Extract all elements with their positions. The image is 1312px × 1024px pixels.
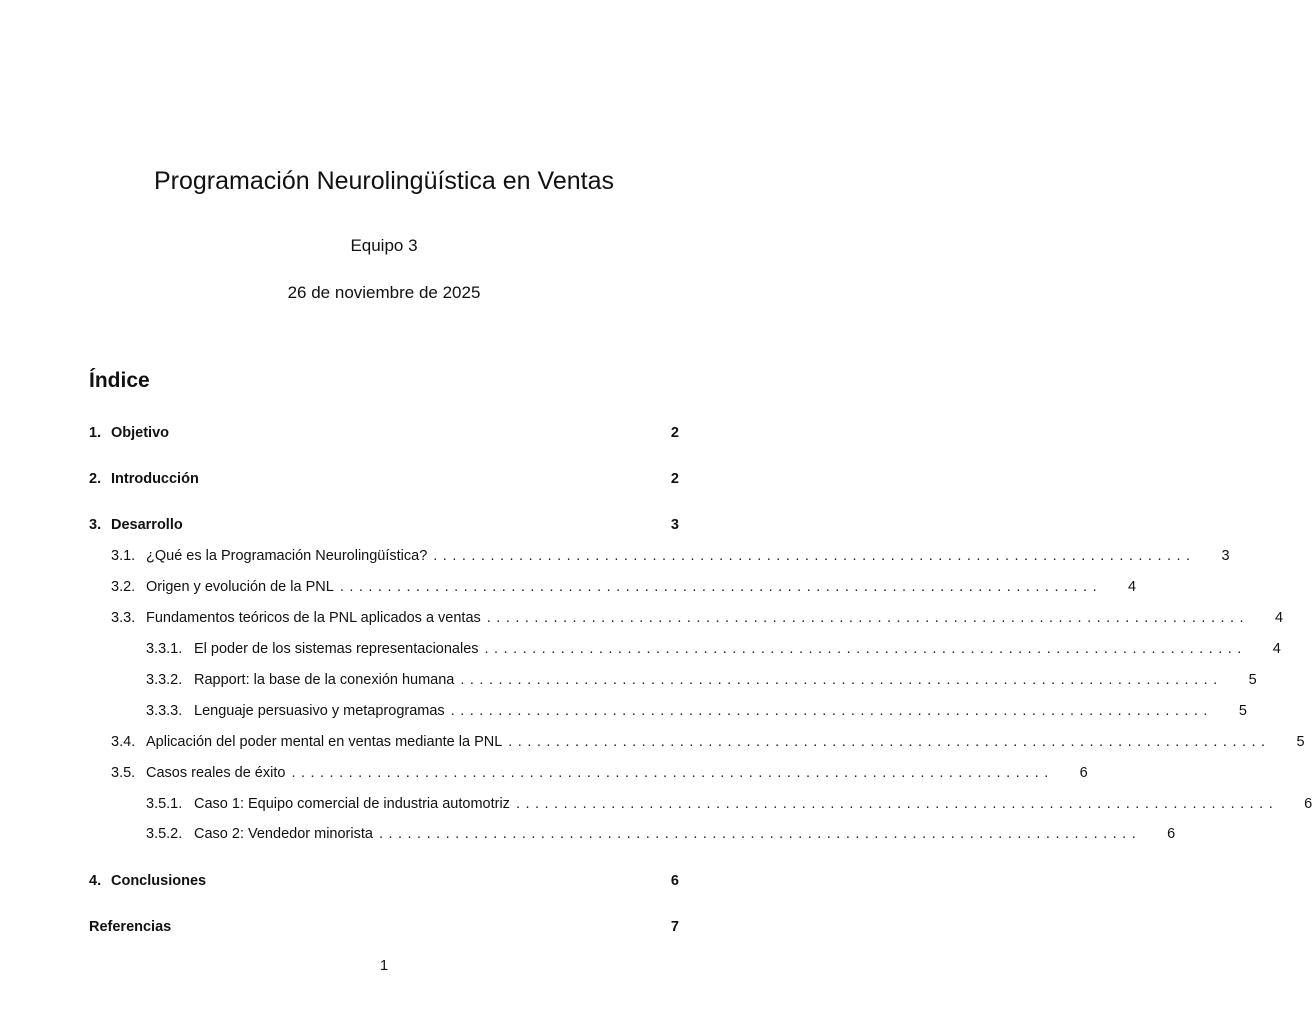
toc-entry-page: 6: [1079, 765, 1088, 781]
toc-entry-label: Rapport: la base de la conexión humana: [194, 672, 455, 688]
toc-entry-page: 3: [670, 517, 679, 533]
toc-entry-page: 2: [670, 425, 679, 441]
toc-entry-label: Caso 1: Equipo comercial de industria automotriz: [194, 796, 510, 812]
toc-entry-number: 3.3.3.: [146, 703, 183, 719]
toc-entry[interactable]: [146, 794, 1312, 814]
toc-entry[interactable]: [89, 917, 679, 937]
page-number: 1: [379, 958, 389, 974]
toc-entry-label: El poder de los sistemas representacionales: [194, 641, 479, 657]
document-title: Programación Neurolingüística en Ventas: [154, 167, 614, 195]
toc-entry[interactable]: [89, 469, 679, 489]
toc-entry-leader-dots: ................................................................................: [378, 826, 1142, 842]
toc-entry-leader-dots: ................................................................................: [291, 765, 1054, 781]
toc-entry[interactable]: [146, 701, 1247, 721]
toc-entry-number: 4.: [89, 873, 102, 889]
toc-entry-page: 4: [1275, 610, 1284, 626]
toc-entry-number: 3.5.2.: [146, 826, 183, 842]
toc-entry-page: 3: [1221, 548, 1230, 564]
document-author: Equipo 3: [350, 236, 418, 255]
toc-entry-number: 3.3.: [111, 610, 136, 626]
toc-entry-page: 6: [1167, 826, 1176, 842]
toc-entry-number: 3.1.: [111, 548, 136, 564]
toc-entry-number: 1.: [89, 425, 102, 441]
toc-entry-label: Conclusiones: [111, 873, 207, 889]
toc-entry-page: 4: [1272, 641, 1281, 657]
toc-entry[interactable]: [146, 824, 1176, 844]
toc-entry[interactable]: [111, 763, 1088, 783]
toc-entry-label: Objetivo: [111, 425, 170, 441]
toc-entry-label: Lenguaje persuasivo y metaprogramas: [194, 703, 445, 719]
toc-entry-number: 3.5.1.: [146, 796, 183, 812]
toc-entry-label: Referencias: [89, 919, 172, 935]
toc-entry-number: 3.3.2.: [146, 672, 183, 688]
toc-entry[interactable]: [89, 871, 679, 891]
toc-entry-leader-dots: ................................................................................: [460, 672, 1223, 688]
toc-entry-label: Casos reales de éxito: [146, 765, 286, 781]
toc-entry-leader-dots: ................................................................................: [508, 734, 1271, 750]
toc-entry-label: Aplicación del poder mental en ventas mediante la PNL: [146, 734, 503, 750]
toc-entry-leader-dots: ................................................................................: [450, 703, 1213, 719]
toc-entry-page: 4: [1128, 579, 1137, 595]
toc-entry-label: Caso 2: Vendedor minorista: [194, 826, 373, 842]
toc-entry-page: 6: [670, 873, 679, 889]
toc-entry-label: ¿Qué es la Programación Neurolingüística?: [146, 548, 428, 564]
toc-entry[interactable]: [111, 732, 1305, 752]
toc-entry-leader-dots: ................................................................................: [515, 796, 1279, 812]
toc-entry-number: 3.: [89, 517, 102, 533]
toc-entry-label: Fundamentos teóricos de la PNL aplicados a ventas: [146, 610, 481, 626]
toc-entry[interactable]: [89, 423, 679, 443]
toc-entry-number: 2.: [89, 471, 102, 487]
toc-entry-number: 3.4.: [111, 734, 136, 750]
toc-entry-page: 7: [670, 919, 679, 935]
toc-entry-page: 5: [1296, 734, 1305, 750]
toc-entry-leader-dots: ................................................................................: [433, 548, 1196, 564]
toc-entry-number: 3.3.1.: [146, 641, 183, 657]
toc-entry-leader-dots: ................................................................................: [486, 610, 1250, 626]
toc-entry[interactable]: [89, 515, 679, 535]
toc-entry[interactable]: [111, 577, 1137, 597]
toc-entry-number: 3.5.: [111, 765, 136, 781]
toc-entry-page: 5: [1238, 703, 1247, 719]
toc-entry[interactable]: [111, 546, 1230, 566]
toc-entry-leader-dots: ................................................................................: [339, 579, 1103, 595]
toc-entry-page: 6: [1304, 796, 1312, 812]
toc-entry-number: 3.2.: [111, 579, 136, 595]
toc-entry-label: Origen y evolución de la PNL: [146, 579, 334, 595]
toc-entry[interactable]: [146, 670, 1257, 690]
toc-heading: Índice: [89, 369, 150, 392]
toc-entry-leader-dots: ................................................................................: [484, 641, 1247, 657]
toc-entry-label: Desarrollo: [111, 517, 183, 533]
toc-entry-page: 2: [670, 471, 679, 487]
toc-entry-label: Introducción: [111, 471, 199, 487]
toc-entry-page: 5: [1248, 672, 1257, 688]
document-date: 26 de noviembre de 2025: [287, 283, 481, 302]
toc-entry[interactable]: [146, 639, 1281, 659]
toc-entry[interactable]: [111, 608, 1284, 628]
